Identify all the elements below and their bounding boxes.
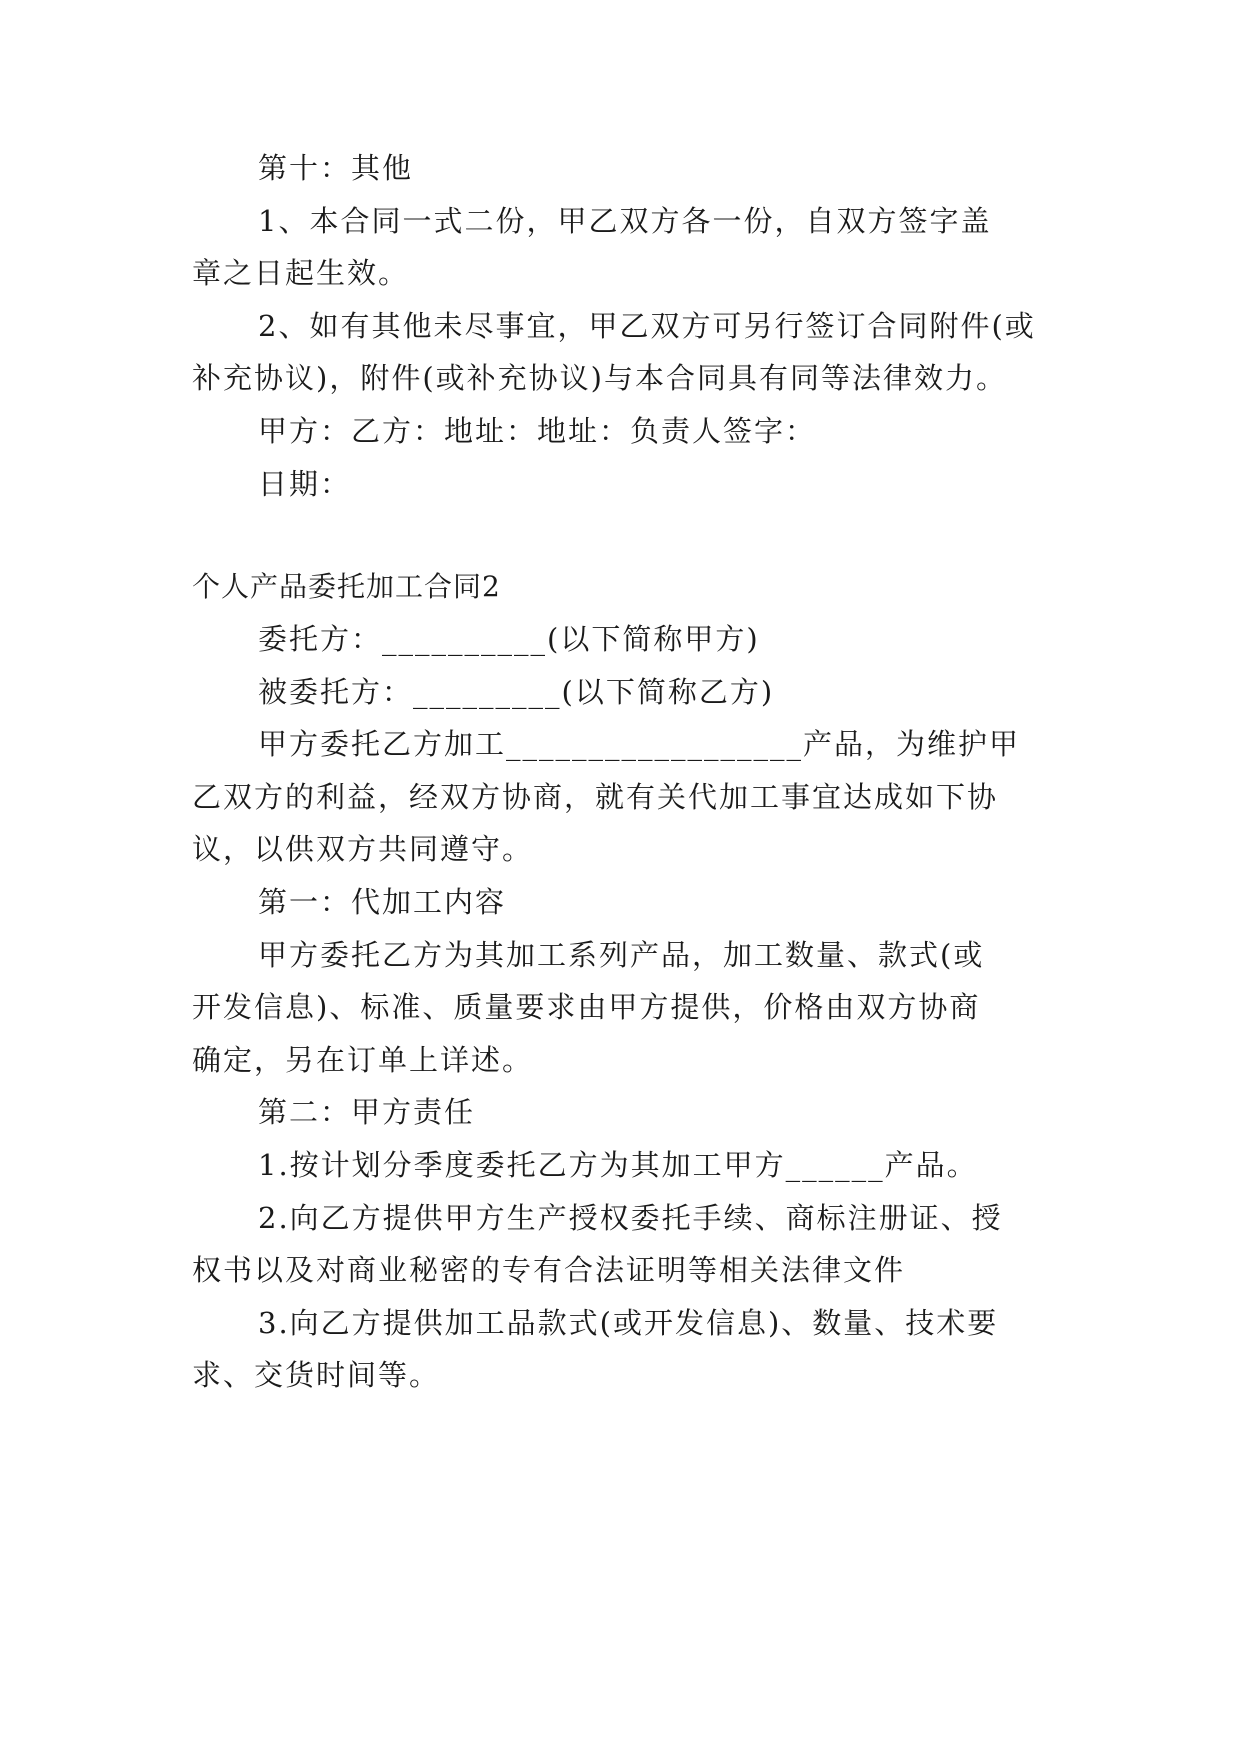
paragraph-line: 求、交货时间等。 — [192, 1358, 441, 1392]
paragraph-line: 章之日起生效。 — [192, 256, 410, 290]
paragraph-line: 乙双方的利益，经双方协商，就有关代加工事宜达成如下协 — [192, 780, 999, 814]
paragraph-line: 甲方委托乙方为其加工系列产品，加工数量、款式(或 — [258, 938, 985, 972]
contractor-party-line: 被委托方：_________(以下简称乙方) — [258, 675, 775, 709]
paragraph-line: 补充协议)，附件(或补充协议)与本合同具有同等法律效力。 — [192, 361, 1007, 395]
list-item: 2.向乙方提供甲方生产授权委托手续、商标注册证、授 — [258, 1201, 1003, 1235]
paragraph-line: 2、如有其他未尽事宜，甲乙双方可另行签订合同附件(或 — [258, 309, 1036, 343]
list-item: 1.按计划分季度委托乙方为其加工甲方______产品。 — [258, 1148, 978, 1182]
date-line: 日期： — [258, 467, 352, 501]
list-item: 3.向乙方提供加工品款式(或开发信息)、数量、技术要 — [258, 1306, 999, 1340]
signature-line: 甲方：乙方：地址：地址：负责人签字： — [258, 414, 817, 448]
contract-title: 个人产品委托加工合同2 — [192, 570, 501, 603]
section-heading-party-a-duties: 第二：甲方责任 — [258, 1095, 476, 1129]
paragraph-line: 确定，另在订单上详述。 — [192, 1043, 534, 1077]
paragraph-line: 1、本合同一式二份，甲乙双方各一份，自双方签字盖 — [258, 204, 992, 238]
paragraph-line: 权书以及对商业秘密的专有合法证明等相关法律文件 — [192, 1253, 906, 1287]
section-heading-other: 第十：其他 — [258, 151, 414, 185]
client-party-line: 委托方：__________(以下简称甲方) — [258, 622, 760, 656]
paragraph-line: 开发信息)、标准、质量要求由甲方提供，价格由双方协商 — [192, 990, 981, 1024]
paragraph-line: 议，以供双方共同遵守。 — [192, 832, 534, 866]
section-heading-content: 第一：代加工内容 — [258, 885, 507, 919]
paragraph-line: 甲方委托乙方加工__________________产品，为维护甲 — [258, 727, 1021, 761]
